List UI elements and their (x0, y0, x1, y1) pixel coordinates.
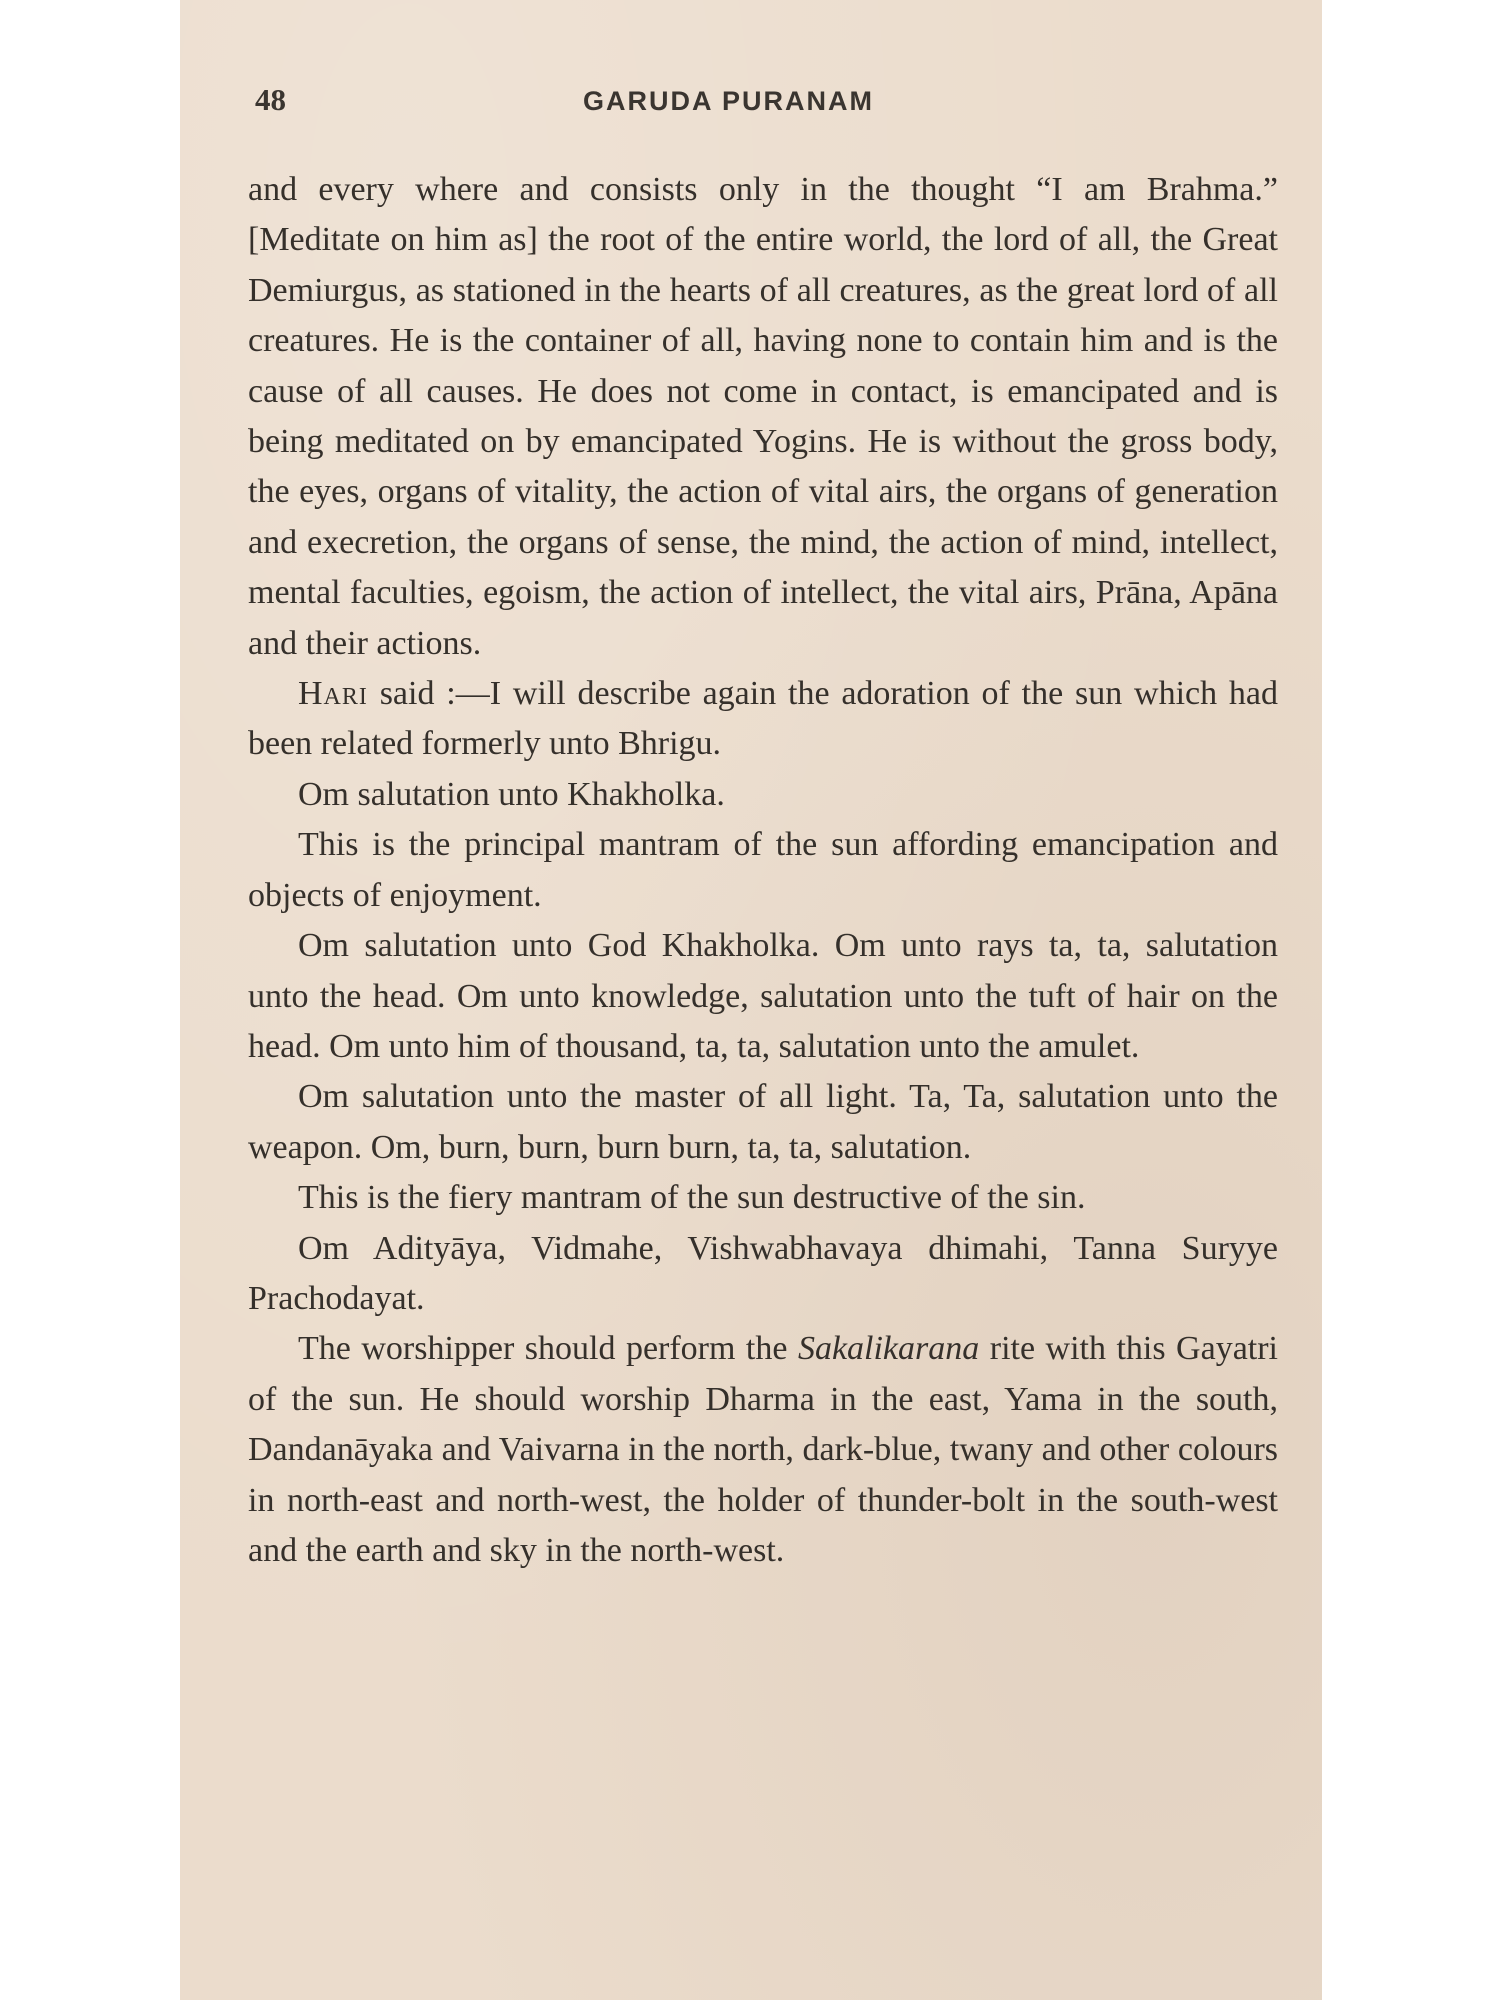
paragraph-salutations: Om salutation unto God Khakholka. Om unto rays ta, ta, salutation unto the head. Om unto knowledge, salutation unto the tuft of hair on the head. Om unto him of thousand, ta, ta, salutation unto the amulet. (248, 927, 1278, 1065)
page-number: 48 (255, 82, 286, 117)
page-title: GARUDA PURANAM (583, 86, 874, 116)
paragraph-principal-mantram: This is the principal mantram of the sun affording emancipation and objects of enjoyment. (248, 826, 1278, 914)
paragraph-hari-said (248, 669, 1278, 770)
paragraph-gayatri: Om Adityāya, Vidmahe, Vishwabhavaya dhimahi, Tanna Suryye Prachodayat. (248, 1229, 1278, 1317)
paragraph-text: The worshipper should perform the (298, 1330, 798, 1368)
body-text (248, 165, 1278, 1576)
italic-term: Sakalikarana (797, 1330, 980, 1368)
running-head (255, 82, 1202, 122)
paragraph-master-of-light: Om salutation unto the master of all light. Ta, Ta, salutation unto the weapon. Om, burn, burn, burn burn, ta, ta, salutation. (248, 1078, 1278, 1166)
speaker-name: Hari (298, 675, 368, 713)
book-page (180, 0, 1322, 2000)
paragraph-continuation: and every where and consists only in the thought “I am Brahma.” [Meditate on him as] the root of the entire world, the lord of all, the Great Demiurgus, as stationed in the hearts of all creatures, as the great lord of all creatures. He is the container of all, having none to contain him and is the cause of all causes. He does not come in contact, is emancipated and is being meditated on by emancipated Yogins. He is without the gross body, the eyes, organs of vitality, the action of vital airs, the organs of generation and execretion, the organs of sense, the mind, the action of mind, intellect, mental faculties, egoism, the action of intellect, the vital airs, Prāna, Apāna and their actions. (248, 171, 1278, 662)
paragraph-text: rite with this Gayatri of the sun. He should worship Dharma in the east, Yama in the south, Dandanāyaka and Vaivarna in the north, dark-blue, twany and other colours in north-east and north-west, the holder of thunder-bolt in the south-west and the earth and sky in the north-west. (248, 1330, 1279, 1569)
paragraph-fiery-mantram: This is the fiery mantram of the sun destructive of the sin. (298, 1179, 1086, 1217)
paragraph-text: said :—I will describe again the adoration of the sun which had been related formerly unto Bhrigu. (248, 675, 1278, 763)
paragraph-mantra-khakholka: Om salutation unto Khakholka. (298, 775, 725, 813)
paragraph-worship-directions (248, 1324, 1278, 1576)
